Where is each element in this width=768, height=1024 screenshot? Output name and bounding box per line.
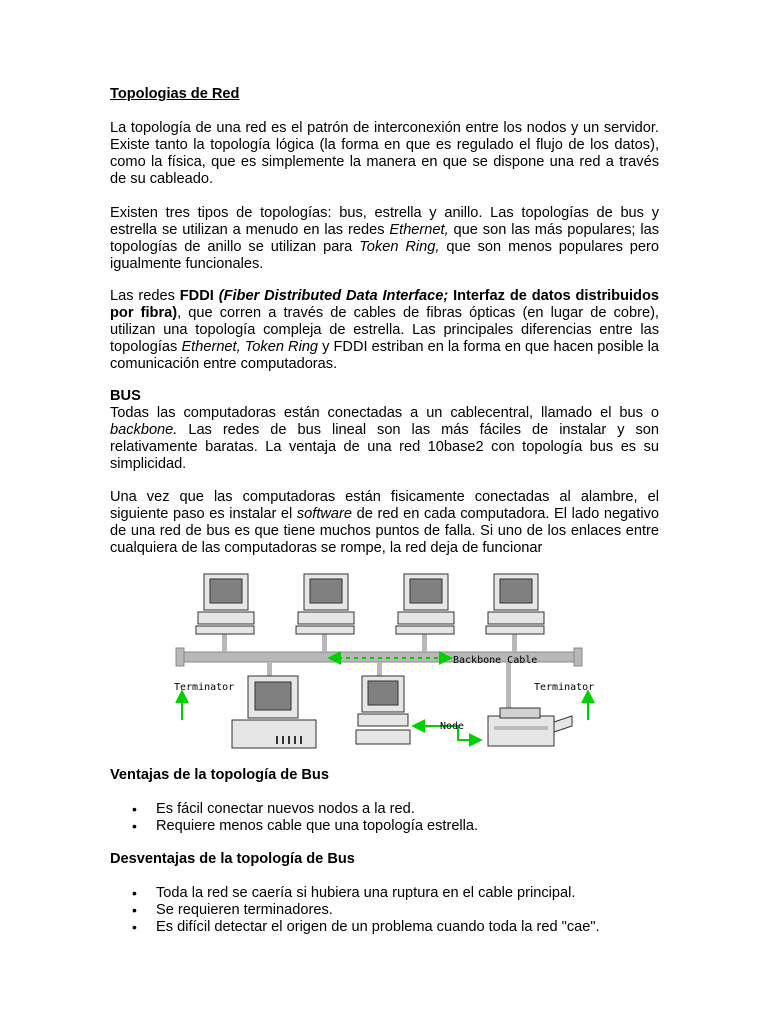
list-item <box>110 818 670 835</box>
text-run: que son menos populares pero igualmente funcionales. <box>110 239 660 272</box>
text-run: que son las más populares; las topologías de anillo se utilizan para <box>110 222 659 255</box>
advantages-heading: Ventajas de la topología de Bus <box>110 767 329 783</box>
list-item-text: Requiere menos cable que una topología estrella. <box>156 818 479 834</box>
drop-cable <box>506 662 511 714</box>
node-label: Node <box>440 721 465 732</box>
text-run: Las redes de bus lineal son las más fáciles de instalar y son relativamente baratas. La ventaja de una red 10base2 con topología bus es su simplicidad. <box>110 422 659 472</box>
terminator-right-label: Terminator <box>534 682 595 693</box>
node-computer-icon <box>356 676 410 744</box>
emphasis-token-ring: Token Ring, <box>359 239 440 255</box>
list-item-text: Es difícil detectar el origen de un problema cuando toda la red "cae". <box>156 919 600 935</box>
computer-icon <box>396 574 454 634</box>
paragraph-bus-software <box>110 489 659 557</box>
bullet-icon: • <box>132 801 137 817</box>
bullet-icon: • <box>132 902 137 918</box>
drop-cable <box>422 634 427 652</box>
text-run: Las redes <box>110 288 180 304</box>
computer-icon <box>296 574 354 634</box>
bold-fddi: FDDI <box>179 288 214 304</box>
list-item-text: Se requieren terminadores. <box>156 902 333 918</box>
list-item-text: Es fácil conectar nuevos nodos a la red. <box>156 801 415 817</box>
text-run: de red en cada computadora. El lado negativo de una red de bus es que tiene muchos puntos de falla. Si uno de los enlaces entre cualquiera de las computadoras se rompe, la red deja de funcionar <box>110 506 659 556</box>
text-run: , que corren a través de cables de fibras ópticas (en lugar de cobre), utilizan una topología compleja de estrella. Las principales diferencias entre las topologías <box>110 305 659 355</box>
list-item <box>110 919 670 936</box>
drop-cable <box>267 662 272 676</box>
section-heading-bus: BUS <box>110 388 141 404</box>
list-item <box>110 801 670 818</box>
terminator-left-label: Terminator <box>174 682 235 693</box>
bus-topology-diagram <box>170 570 600 754</box>
emphasis-backbone: backbone. <box>110 422 178 438</box>
list-item <box>110 885 670 902</box>
disadvantages-heading: Desventajas de la topología de Bus <box>110 851 355 867</box>
text-run: Existen tres tipos de topologías: bus, estrella y anillo. Las topologías de bus y estrella se utilizan a menudo en las redes <box>110 205 659 238</box>
printer-icon <box>488 708 572 746</box>
paragraph-bus-description <box>110 405 659 473</box>
drop-cable <box>512 634 517 652</box>
paragraph-topology-types <box>110 205 659 273</box>
drop-cable <box>377 662 382 676</box>
list-item-text: Toda la red se caería si hubiera una ruptura en el cable principal. <box>156 885 576 901</box>
drop-cable <box>222 634 227 652</box>
text-run: Todas las computadoras están conectadas a un cablecentral, llamado el bus o <box>110 405 659 421</box>
backbone-cable-label: Backbone Cable <box>453 655 538 666</box>
computer-icon <box>196 574 254 634</box>
paragraph-fddi <box>110 288 659 373</box>
text-run: y FDDI estriban en la forma en que hacen posible la comunicación entre computadoras. <box>110 339 659 372</box>
text-run: Una vez que las computadoras están fisicamente conectadas al alambre, el siguiente paso es instalar el <box>110 489 659 522</box>
drop-cable <box>322 634 327 652</box>
list-item <box>110 902 670 919</box>
emphasis-ethernet: Ethernet, <box>389 222 449 238</box>
paragraph-intro: La topología de una red es el patrón de interconexión entre los nodos y un servidor. Existe tanto la topología lógica (la forma en que es regulado el flujo de los datos), como la física, que es simplemente la manera en que se dispone una red a través de su cableado. <box>110 120 659 187</box>
emphasis-ethernet-token-ring: Ethernet, Token Ring <box>181 339 319 355</box>
terminator-left-cap <box>176 648 184 666</box>
terminator-right-cap <box>574 648 582 666</box>
advantages-list <box>110 801 670 835</box>
bold-fddi-spanish: Interfaz de datos distribuidos por fibra) <box>110 288 660 321</box>
emphasis-software: software <box>296 506 353 522</box>
desktop-computer-icon <box>232 676 316 748</box>
page-title: Topologias de Red <box>110 86 240 102</box>
bullet-icon: • <box>132 919 137 935</box>
computer-icon <box>486 574 544 634</box>
disadvantages-list <box>110 885 670 936</box>
bullet-icon: • <box>132 885 137 901</box>
bold-italic-fddi-expansion: (Fiber Distributed Data Interface; <box>218 288 449 304</box>
bullet-icon: • <box>132 818 137 834</box>
